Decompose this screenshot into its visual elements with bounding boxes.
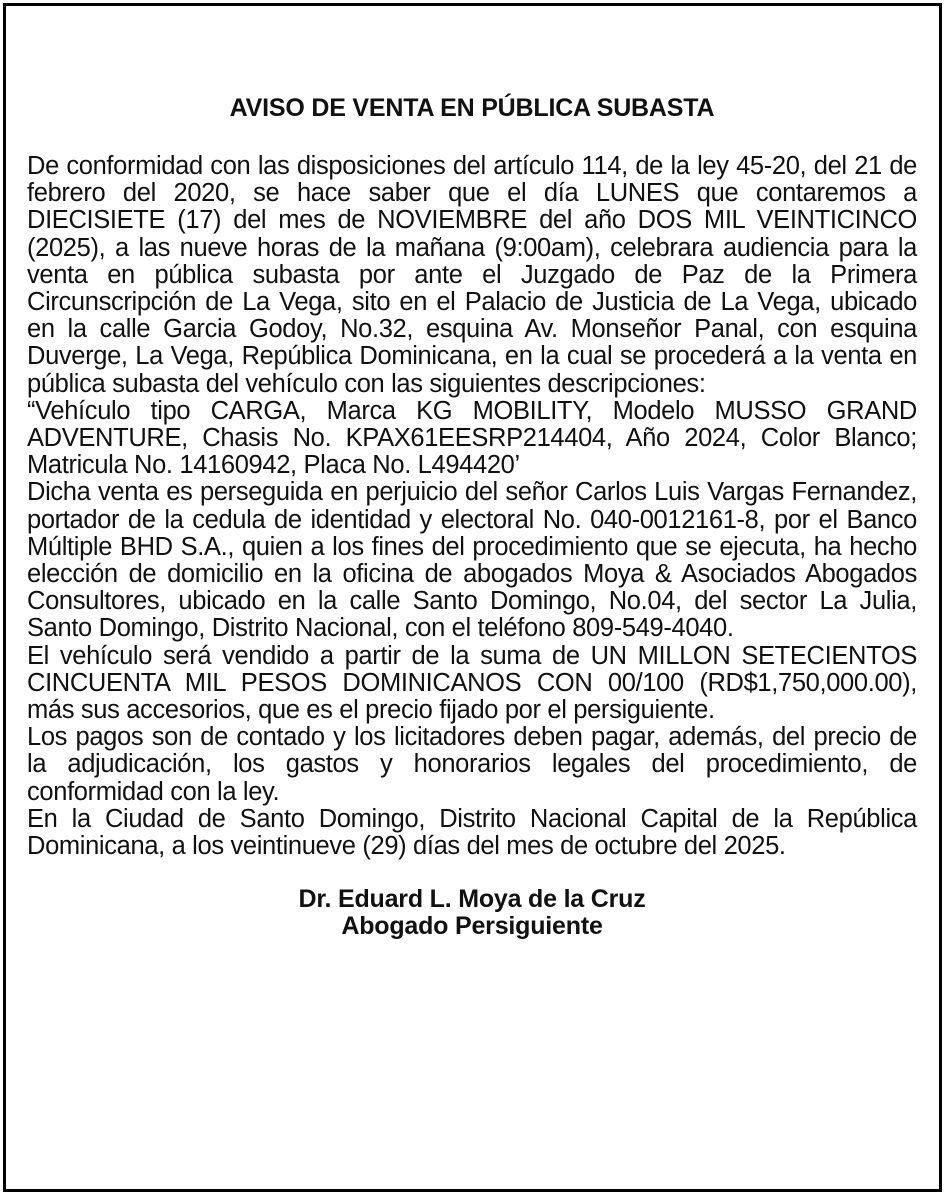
signature-role: Abogado Persiguiente [341,912,603,941]
paragraph-place-and-date: En la Ciudad de Santo Domingo, Distrito Nacional Capital de la República Dominicana, a los veintinueve (29) días del mes de octubre del 2025. [27,804,917,861]
notice-title: AVISO DE VENTA EN PÚBLICA SUBASTA [229,94,715,122]
paragraph-payment-terms: Los pagos son de contado y los licitadores deben pagar, además, del precio de la adjudicación, los gastos y honorarios legales del procedimiento, de conformidad con la ley. [27,723,917,806]
paragraph-debtor-and-creditor: Dicha venta es perseguida en perjuicio del señor Carlos Luis Vargas Fernandez, portador de la cedula de identidad y electoral No. 040-0012161-8, por el Banco Múltiple BHD S.A., quien a los fines del procedimiento que se ejecuta, ha hecho elección de domicilio en la oficina de abogados Moya & Asociados Abogados Consultores, ubicado en la calle Santo Domingo, No.04, del sector La Julia, Santo Domingo, Distrito Nacional, con el teléfono 809-549-4040. [27,478,917,643]
signature-name: Dr. Eduard L. Moya de la Cruz [298,885,646,914]
paragraph-vehicle-description: “Vehículo tipo CARGA, Marca KG MOBILITY, Modelo MUSSO GRAND ADVENTURE, Chasis No. KPAX61EESRP214404, Año 2024, Color Blanco; Matricula No. 14160942, Placa No. L494420’ [27,396,917,480]
paragraph-starting-price: El vehículo será vendido a partir de la suma de UN MILLON SETECIENTOS CINCUENTA MIL PESOS DOMINICANOS CON 00/100 (RD$1,750,000.00), más sus accesorios, que es el precio fijado por el persiguiente. [27,641,917,725]
paragraph-auction-details: De conformidad con las disposiciones del artículo 114, de la ley 45-20, del 21 de febrero del 2020, se hace saber que el día LUNES que contaremos a DIECISIETE (17) del mes de NOVIEMBRE del año DOS MIL VEINTICINCO (2025), a las nueve horas de la mañana (9:00am), celebrara audiencia para la venta en pública subasta por ante el Juzgado de Paz de la Primera Circunscripción de La Vega, sito en el Palacio de Justicia de La Vega, ubicado en la calle Garcia Godoy, No.32, esquina Av. Monseñor Panal, con esquina Duverge, La Vega, República Dominicana, en la cual se procederá a la venta en pública subasta del vehículo con las siguientes descripciones: [27,152,917,398]
notice-body [27,153,917,860]
notice-frame [3,3,942,1192]
notice-content [27,94,917,940]
signature-block [27,886,917,940]
